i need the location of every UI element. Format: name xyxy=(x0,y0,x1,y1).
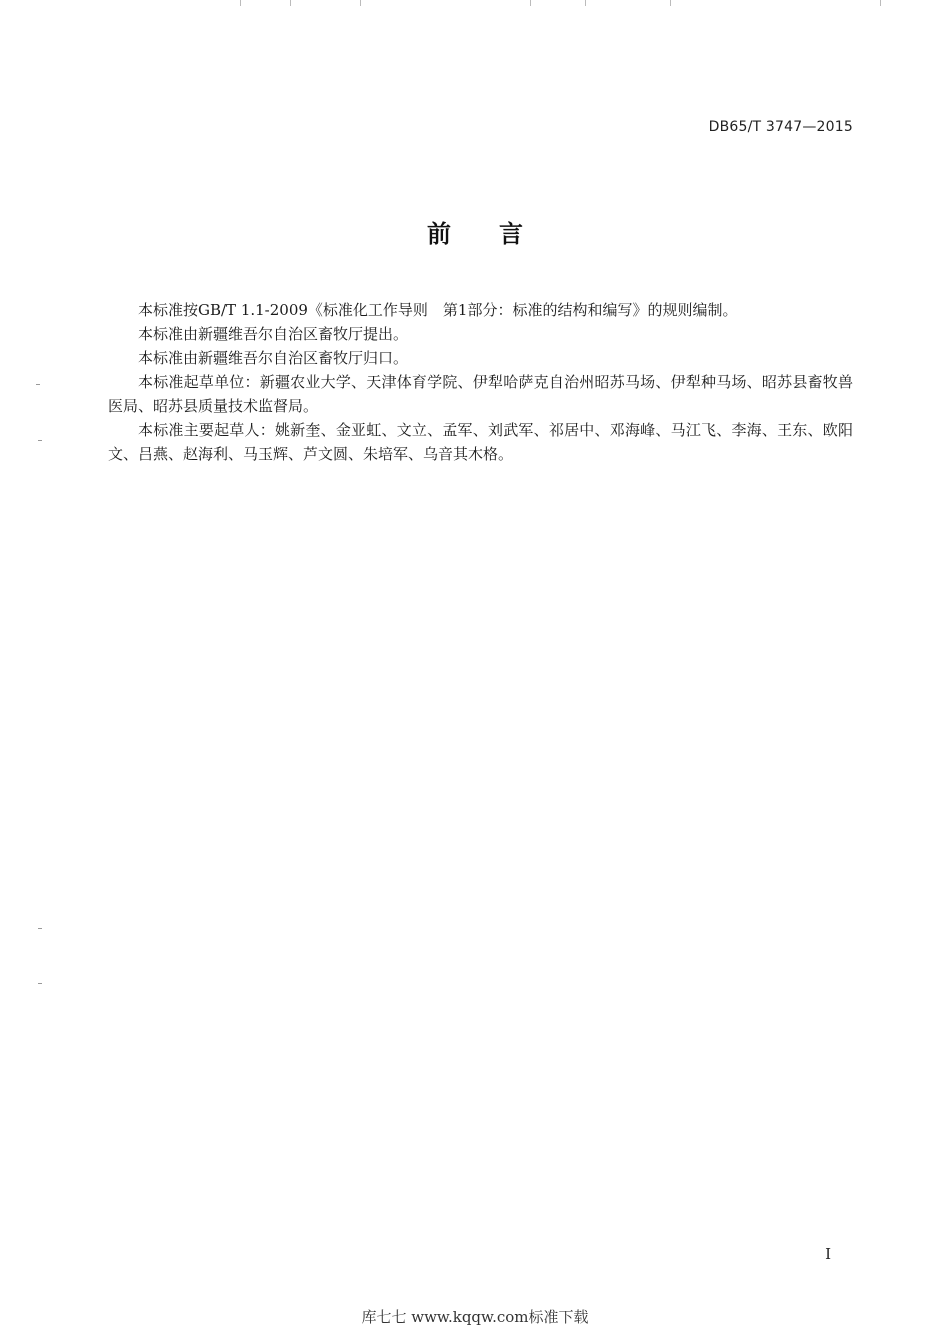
paragraph: 本标准按GB/T 1.1-2009《标准化工作导则 第1部分：标准的结构和编写》的规则编制。 xyxy=(138,301,738,319)
scan-mark xyxy=(38,440,42,441)
paragraph: 本标准由新疆维吾尔自治区畜牧厅归口。 xyxy=(138,349,409,367)
preface-body xyxy=(108,298,853,466)
scan-top-edge xyxy=(60,0,890,6)
paragraph: 本标准主要起草人：姚新奎、金亚虹、文立、孟军、刘武军、祁居中、邓海峰、马江飞、李海、王东、欧阳文、吕燕、赵海利、马玉辉、芦文圆、朱培军、乌音其木格。 xyxy=(108,421,853,463)
footer-watermark: 库七七 www.kqqw.com标准下载 xyxy=(361,1308,589,1326)
scan-mark xyxy=(36,384,40,385)
scan-mark xyxy=(38,983,42,984)
scan-mark xyxy=(38,928,42,929)
paragraph: 本标准由新疆维吾尔自治区畜牧厅提出。 xyxy=(138,325,409,343)
page-number: I xyxy=(825,1245,831,1263)
document-code: DB65/T 3747—2015 xyxy=(708,119,853,135)
paragraph: 本标准起草单位：新疆农业大学、天津体育学院、伊犁哈萨克自治州昭苏马场、伊犁种马场、昭苏县畜牧兽医局、昭苏县质量技术监督局。 xyxy=(108,373,853,415)
page-title: 前言 xyxy=(427,219,571,248)
